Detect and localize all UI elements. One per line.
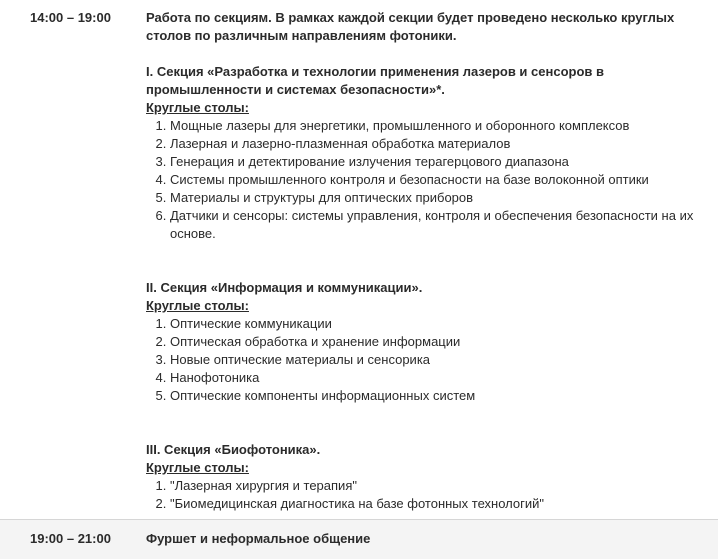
roundtables-label: Круглые столы: [146,460,249,475]
list-item: 2. "Биомедицинская диагностика на базе фотонных технологий" [170,495,712,513]
list-item: 3. Генерация и детектирование излучения терагерцового диапазона [170,153,712,171]
list-item: 1. "Лазерная хирургия и терапия" [170,477,712,495]
section-3 [146,441,712,513]
time-slot: 19:00 – 21:00 [30,531,111,546]
session-content [146,9,712,513]
roundtables-list [146,315,712,405]
list-item: 1. Мощные лазеры для энергетики, промышленного и оборонного комплексов [170,117,712,135]
list-item: 5. Материалы и структуры для оптических приборов [170,189,712,207]
list-item: 1. Оптические коммуникации [170,315,712,333]
roundtables-list [146,477,712,513]
schedule-row-reception [0,519,718,559]
list-item: 5. Оптические компоненты информационных систем [170,387,712,405]
time-slot: 14:00 – 19:00 [30,10,111,25]
section-title: III. Секция «Биофотоника». [146,442,321,457]
roundtables-list [146,117,712,243]
session-intro: Работа по секциям. В рамках каждой секции будет проведено несколько круглых столов по различным направлениям фотоники. [146,10,675,43]
list-item: 4. Системы промышленного контроля и безопасности на базе волоконной оптики [170,171,712,189]
list-item: 2. Оптическая обработка и хранение информации [170,333,712,351]
section-title: I. Секция «Разработка и технологии применения лазеров и сенсоров в промышленности и системах безопасности»*. [146,64,604,97]
roundtables-label: Круглые столы: [146,298,249,313]
section-1 [146,63,712,243]
session-content: Фуршет и неформальное общение [146,531,371,546]
list-item: 3. Новые оптические материалы и сенсорика [170,351,712,369]
list-item: 4. Нанофотоника [170,369,712,387]
roundtables-label: Круглые столы: [146,100,249,115]
list-item: 6. Датчики и сенсоры: системы управления, контроля и обеспечения безопасности на их основе. [170,207,712,243]
section-2 [146,279,712,405]
section-title: II. Секция «Информация и коммуникации». [146,280,423,295]
list-item: 2. Лазерная и лазерно-плазменная обработка материалов [170,135,712,153]
